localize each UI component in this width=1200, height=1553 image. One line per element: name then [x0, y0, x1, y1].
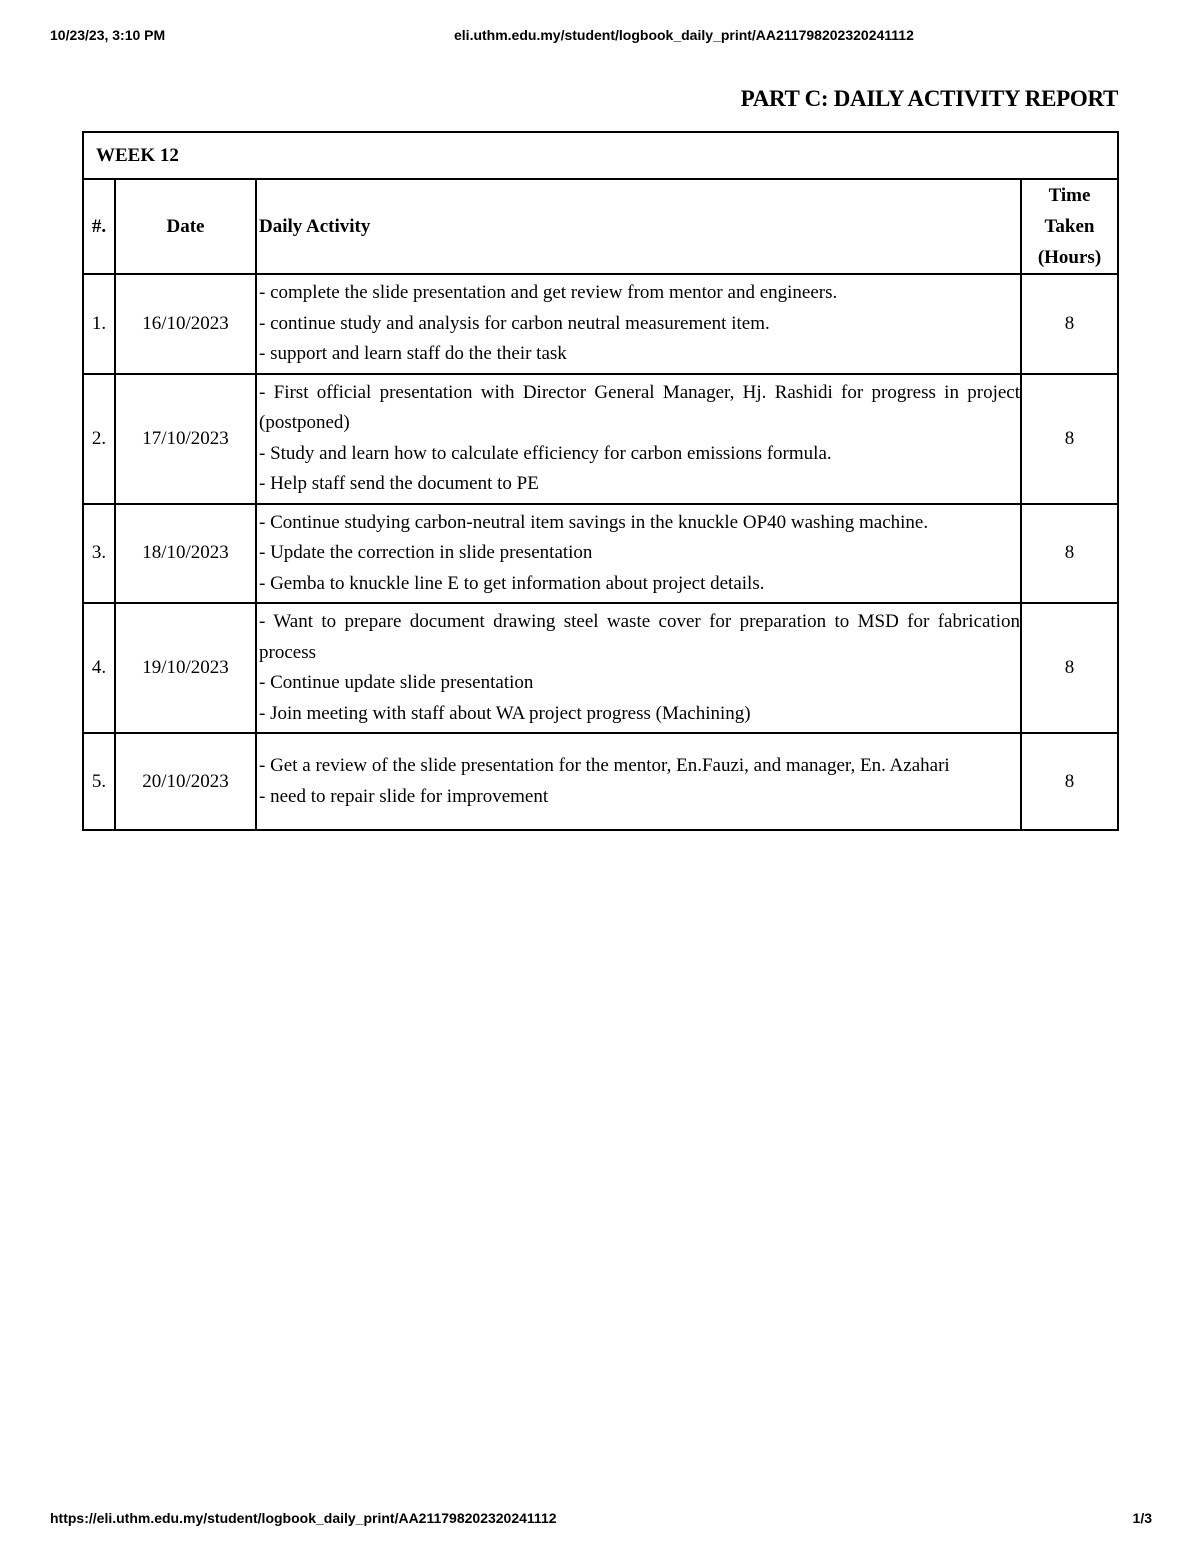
- row-activity: [256, 603, 1021, 733]
- activity-line: - Get a review of the slide presentation for the mentor, En.Fauzi, and manager, En. Azahari: [259, 755, 950, 776]
- activity-line: - support and learn staff do the their task: [259, 343, 567, 364]
- row-activity: [256, 274, 1021, 374]
- print-footer-url: https://eli.uthm.edu.my/student/logbook_daily_print/AA211798202320241112: [50, 1510, 557, 1526]
- page-number: 1/3: [1132, 1510, 1152, 1526]
- activity-line: - Join meeting with staff about WA project progress (Machining): [259, 702, 751, 724]
- row-number: 5.: [83, 733, 115, 830]
- row-activity: [256, 733, 1021, 830]
- row-hours: 8: [1021, 603, 1118, 733]
- column-header-date: Date: [115, 179, 256, 274]
- activity-line: - Want to prepare document drawing steel waste cover for preparation to MSD for fabrication process: [259, 611, 1020, 663]
- activity-line: - Study and learn how to calculate efficiency for carbon emissions formula.: [259, 442, 832, 464]
- print-header-url: eli.uthm.edu.my/student/logbook_daily_print/AA211798202320241112: [454, 27, 914, 43]
- row-hours: 8: [1021, 733, 1118, 830]
- row-date: 16/10/2023: [115, 274, 256, 374]
- row-number: 2.: [83, 374, 115, 504]
- row-date: 17/10/2023: [115, 374, 256, 504]
- row-hours: 8: [1021, 374, 1118, 504]
- activity-line: - Continue update slide presentation: [259, 672, 534, 693]
- row-number: 1.: [83, 274, 115, 374]
- activity-line: - Help staff send the document to PE: [259, 473, 539, 494]
- row-number: 3.: [83, 504, 115, 604]
- time-header-line-2: Taken: [1044, 216, 1095, 237]
- table-row: [83, 374, 1118, 504]
- activity-line: - need to repair slide for improvement: [259, 785, 549, 807]
- activity-line: - Continue studying carbon-neutral item savings in the knuckle OP40 washing machine.: [259, 511, 929, 533]
- row-date: 19/10/2023: [115, 603, 256, 733]
- row-activity: [256, 504, 1021, 604]
- row-date: 20/10/2023: [115, 733, 256, 830]
- table-row: [83, 504, 1118, 604]
- activity-line: - complete the slide presentation and get review from mentor and engineers.: [259, 282, 838, 303]
- table-header-row: [83, 179, 1118, 274]
- time-header-line-3: (Hours): [1037, 247, 1102, 268]
- activity-line: - First official presentation with Director General Manager, Hj. Rashidi for progress in project (postponed): [259, 381, 1020, 433]
- daily-activity-table: [82, 131, 1119, 831]
- row-number: 4.: [83, 603, 115, 733]
- column-header-activity: Daily Activity: [256, 179, 1021, 274]
- row-hours: 8: [1021, 274, 1118, 374]
- week-label: WEEK 12: [83, 132, 1118, 179]
- table-row: [83, 274, 1118, 374]
- row-activity: [256, 374, 1021, 504]
- activity-line: - Update the correction in slide presentation: [259, 542, 593, 563]
- column-header-time-taken: [1021, 179, 1118, 274]
- print-datetime: 10/23/23, 3:10 PM: [50, 27, 166, 43]
- print-header: [50, 27, 1152, 51]
- table-row: [83, 603, 1118, 733]
- week-row: [83, 132, 1118, 179]
- page-title: PART C: DAILY ACTIVITY REPORT: [740, 86, 1118, 111]
- activity-line: - continue study and analysis for carbon neutral measurement item.: [259, 312, 770, 334]
- time-header-line-1: Time: [1048, 185, 1091, 206]
- row-date: 18/10/2023: [115, 504, 256, 604]
- table-row: [83, 733, 1118, 830]
- column-header-number: #.: [83, 179, 115, 274]
- activity-line: - Gemba to knuckle line E to get information about project details.: [259, 572, 765, 594]
- print-footer: [50, 1510, 1152, 1532]
- row-hours: 8: [1021, 504, 1118, 604]
